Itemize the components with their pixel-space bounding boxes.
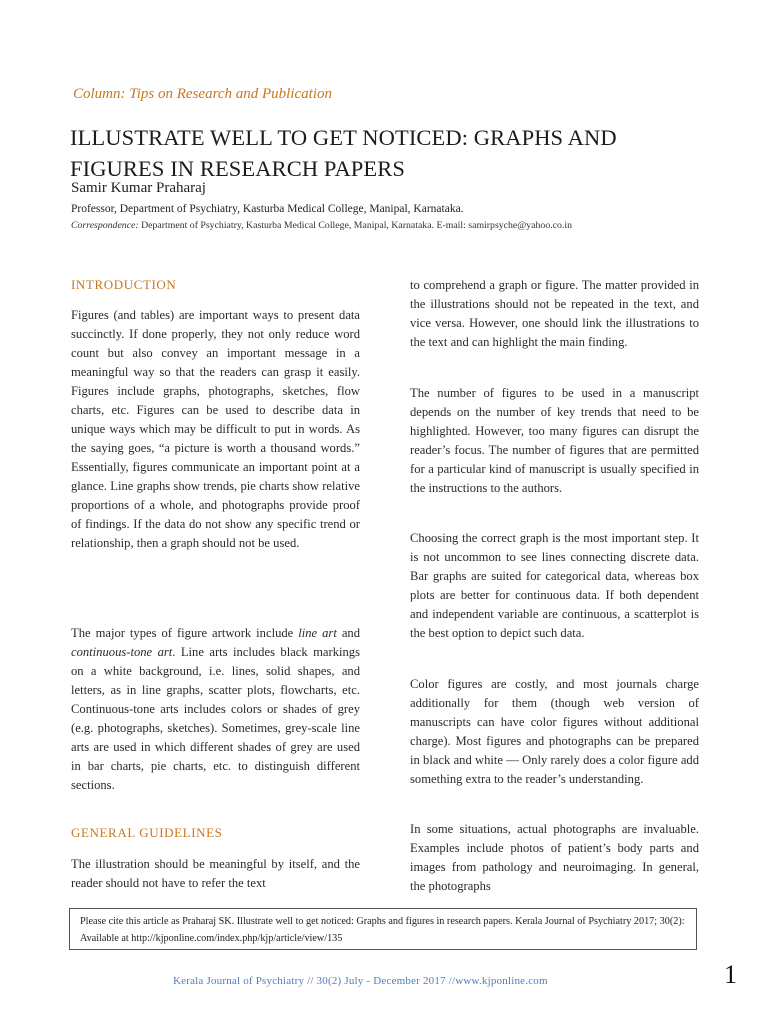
article-title: ILLUSTRATE WELL TO GET NOTICED: GRAPHS AND FIGURES IN RESEARCH PAPERS xyxy=(70,125,617,181)
p2-text-b: and xyxy=(336,626,360,640)
column-label: Column: Tips on Research and Publication xyxy=(73,86,333,102)
page-number: 1 xyxy=(724,960,737,989)
intro-paragraph-1: Figures (and tables) are important ways to present data succinctly. If done properly, they not only reduce word count but also convey an important message in a meaningful way so that the readers can grasp it easily. Figures include graphs, photographs, sketches, flow charts, etc. Figures can be used to describe data in unique ways which may be difficult to put in words. As the saying goes, “a picture is worth a thousand words.” Essentially, figures communicate an important point at a glance. Line graphs show trends, pie charts show relative proportions of a whole, and photographs provide proof of findings. If the data do not show any specific trend or relationship, then a graph should not be used. xyxy=(71,308,360,550)
introduction-heading: INTRODUCTION xyxy=(71,277,177,292)
general-guidelines-heading: GENERAL GUIDELINES xyxy=(71,825,223,840)
author-affiliation: Professor, Department of Psychiatry, Kasturba Medical College, Manipal, Karnataka. xyxy=(71,203,464,215)
p2-term-line-art: line art xyxy=(298,626,337,640)
intro-paragraph-2 xyxy=(71,624,360,795)
guidelines-paragraph-1: The illustration should be meaningful by itself, and the reader should not have to refer the text xyxy=(71,857,360,890)
author-name: Samir Kumar Praharaj xyxy=(71,180,206,196)
p2-text-a: The major types of figure artwork include xyxy=(71,626,299,640)
right-paragraph-5: In some situations, actual photographs are invaluable. Examples include photos of patient’s body parts and images from pathology and neuroimaging. In general, the photographs xyxy=(410,822,699,893)
correspondence-text: Department of Psychiatry, Kasturba Medical College, Manipal, Karnataka. E-mail: samirpsyche@yahoo.co.in xyxy=(138,220,572,231)
right-paragraph-4: Color figures are costly, and most journals charge additionally for them (though web version of manuscripts can have color figures without additional charge). Most figures and photographs can be prepared in black and white — Only rarely does a color figure add something extra to the reader’s understanding. xyxy=(410,677,699,786)
right-paragraph-2: The number of figures to be used in a manuscript depends on the number of key trends that need to be highlighted. However, too many figures can disrupt the reader’s focus. The number of figures that are permitted for a particular kind of manuscript is usually specified in the instructions to the authors. xyxy=(410,386,699,495)
p2-term-continuous-tone-art: continuous-tone art xyxy=(71,645,173,659)
right-paragraph-1: to comprehend a graph or figure. The matter provided in the illustrations should not be repeated in the text, and vice versa. However, one should link the illustrations to the text and can highlight the main finding. xyxy=(410,278,699,349)
correspondence xyxy=(71,220,572,231)
right-paragraph-3: Choosing the correct graph is the most important step. It is not uncommon to see lines connecting discrete data. Bar graphs are suited for categorical data, whereas box plots are better for continuous data. If both dependent and independent variable are continuous, a scatterplot is the best option to depict such data. xyxy=(410,531,699,640)
p2-text-c: . Line arts includes black markings on a white background, i.e. lines, solid shapes, and letters, as in line graphs, scatter plots, flowcharts, etc. Continuous-tone arts includes colors or shades of grey (e.g. photographs, sketches). Sometimes, grey-scale line arts are used in which different shades of grey are used in bar charts, pie charts, etc. to distinguish different sections. xyxy=(71,645,360,792)
citation-box: Please cite this article as Praharaj SK. Illustrate well to get noticed: Graphs and figures in research papers. Kerala Journal of Psychiatry 2017; 30(2): Available at http://kjponline.com/index.php/kjp/article/view/135 xyxy=(69,908,697,950)
footer-journal-info: Kerala Journal of Psychiatry // 30(2) July - December 2017 //www.kjponline.com xyxy=(173,975,548,987)
correspondence-label: Correspondence: xyxy=(71,220,139,231)
